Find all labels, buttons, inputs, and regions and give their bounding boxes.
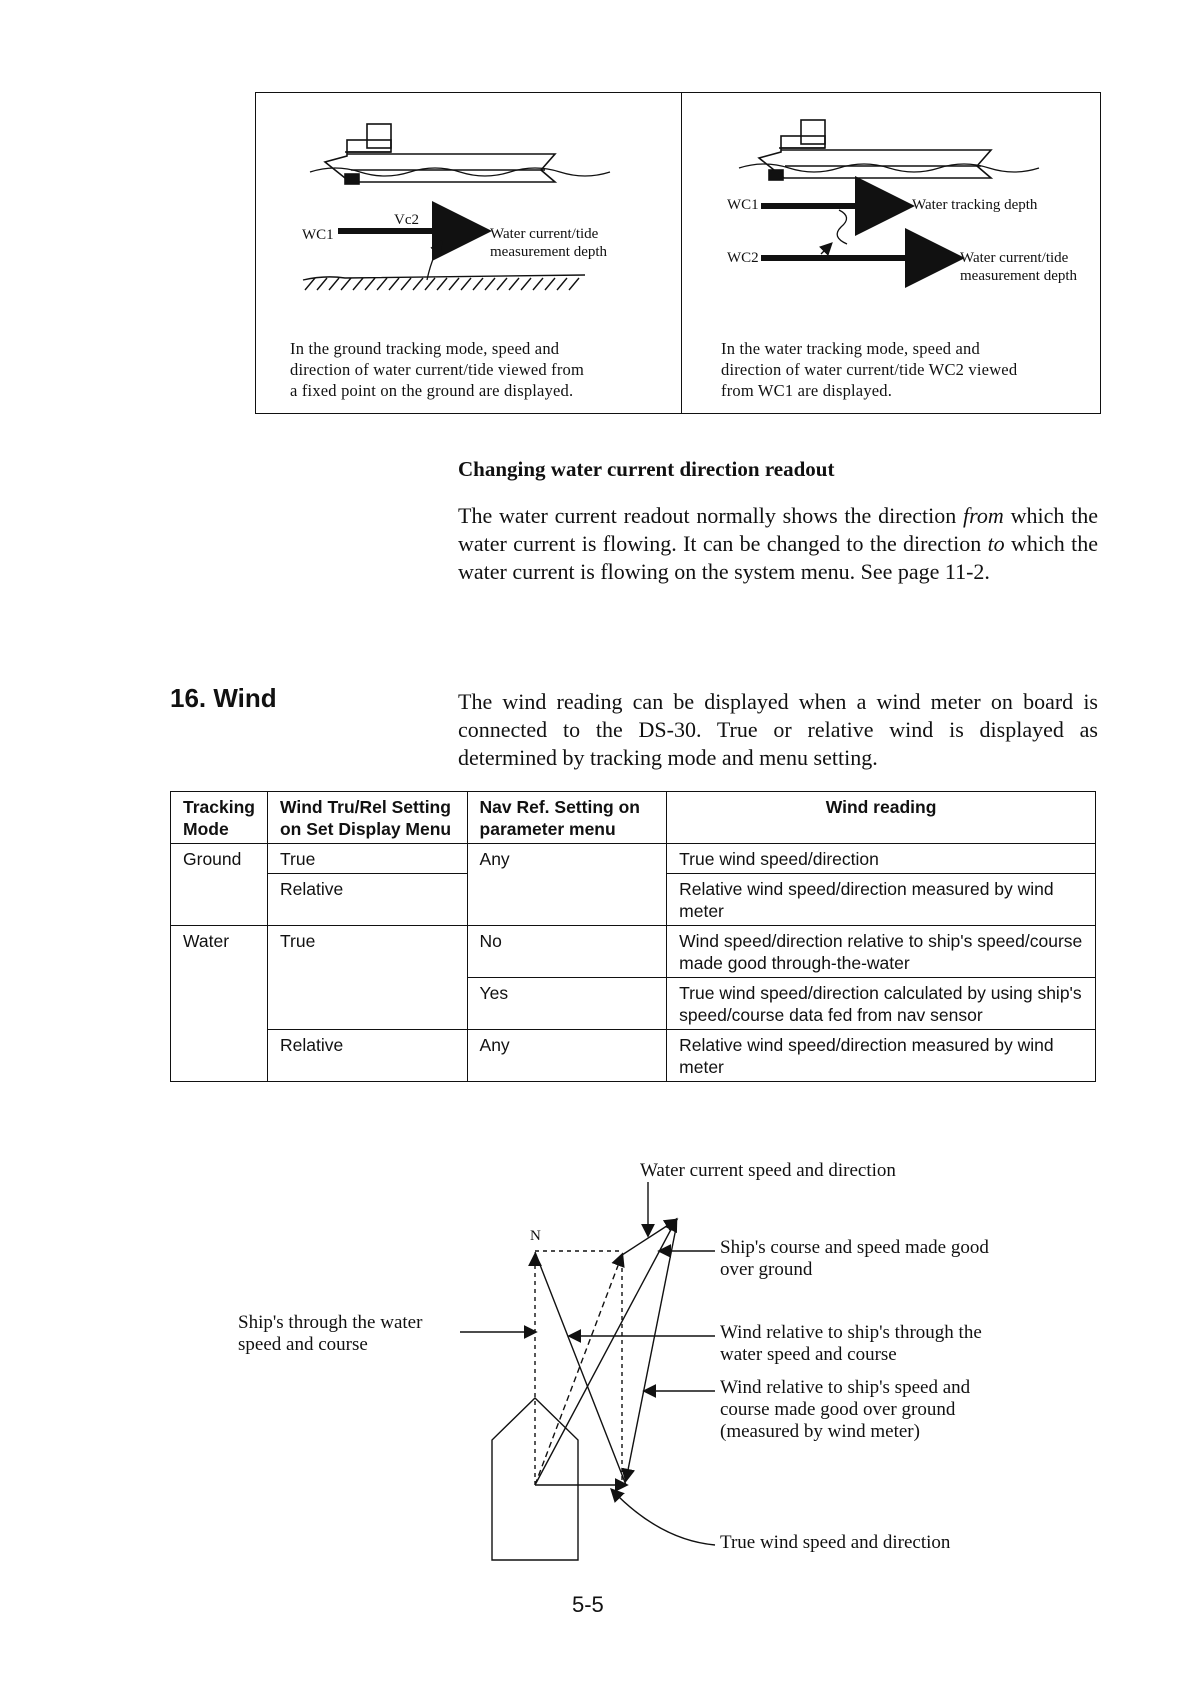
section-title-wind: 16. Wind — [170, 683, 277, 713]
true-wind-label: True wind speed and direction — [720, 1532, 951, 1553]
cell-water-no-reading: Wind speed/direction relative to ship's speed/course made good through-the-water — [667, 926, 1096, 978]
arrow-label-line2: measurement depth — [490, 244, 608, 260]
wc2-label: WC2 — [727, 250, 759, 266]
course-over-ground-label: Ship's course and speed made good over ground — [720, 1237, 989, 1280]
water-current-label: Water current speed and direction — [640, 1160, 896, 1181]
through-water-label: Ship's through the water speed and course — [238, 1312, 423, 1355]
left-caption: In the ground tracking mode, speed and direction of water current/tide viewed from a fixed point on the ground are displayed. — [290, 339, 585, 400]
cell-water-yes-nav: Yes — [467, 978, 667, 1030]
right-caption: In the water tracking mode, speed and direction of water current/tide WC2 viewed from WC1 are displayed. — [721, 339, 1018, 400]
wind-paragraph: The wind reading can be displayed when a wind meter on board is connected to the DS-30. True or relative wind is displayed as determined by tracking mode and menu setting. — [458, 689, 1098, 770]
water-current-paragraph: The water current readout normally shows the direction from which the water current is flowing. It can be changed to the direction to which the water current is flowing on the system menu. See page 11-2. — [458, 503, 1098, 584]
cell-ground-true-reading: True wind speed/direction — [667, 844, 1096, 874]
cell-water-relative-setting: Relative — [267, 1030, 467, 1082]
header-wind-setting: Wind Tru/Rel Setting on Set Display Menu — [267, 792, 467, 844]
header-nav-ref: Nav Ref. Setting on parameter menu — [467, 792, 667, 844]
relative-through-water-label: Wind relative to ship's through the water speed and course — [720, 1322, 982, 1365]
cell-water-yes-reading: True wind speed/direction calculated by using ship's speed/course data fed from nav sensor — [667, 978, 1096, 1030]
cell-water-mode: Water — [171, 926, 268, 1082]
wc1-label-left: WC1 — [302, 227, 334, 243]
cell-ground-relative-reading: Relative wind speed/direction measured by wind meter — [667, 874, 1096, 926]
emphasis-from: from — [963, 503, 1004, 528]
cell-water-no-nav: No — [467, 926, 667, 978]
cell-water-relative-reading: Relative wind speed/direction measured by wind meter — [667, 1030, 1096, 1082]
cell-ground-nav: Any — [467, 844, 667, 926]
north-label: N — [530, 1228, 541, 1244]
header-tracking-mode: Tracking Mode — [171, 792, 268, 844]
relative-ground-label: Wind relative to ship's speed and course made good over ground (measured by wind meter) — [720, 1377, 971, 1442]
wc1-arrow-label: Water tracking depth — [912, 197, 1038, 213]
wc2-arrow-label-line1: Water current/tide — [960, 250, 1069, 266]
header-wind-reading: Wind reading — [667, 792, 1096, 844]
cell-ground-true-setting: True — [267, 844, 467, 874]
water-current-heading: Changing water current direction readout — [458, 457, 835, 481]
wc1-label-right: WC1 — [727, 197, 759, 213]
cell-water-true-setting: True — [267, 926, 467, 1030]
vc2-label: Vc2 — [394, 212, 419, 228]
ship-outline — [492, 1398, 578, 1560]
cell-ground-relative-setting: Relative — [267, 874, 467, 926]
emphasis-to: to — [987, 531, 1005, 556]
wc2-arrow-label-line2: measurement depth — [960, 268, 1078, 284]
arrow-label-line1: Water current/tide — [490, 226, 599, 242]
cell-water-relative-nav: Any — [467, 1030, 667, 1082]
cell-ground-mode: Ground — [171, 844, 268, 926]
page-number: 5-5 — [572, 1592, 604, 1617]
